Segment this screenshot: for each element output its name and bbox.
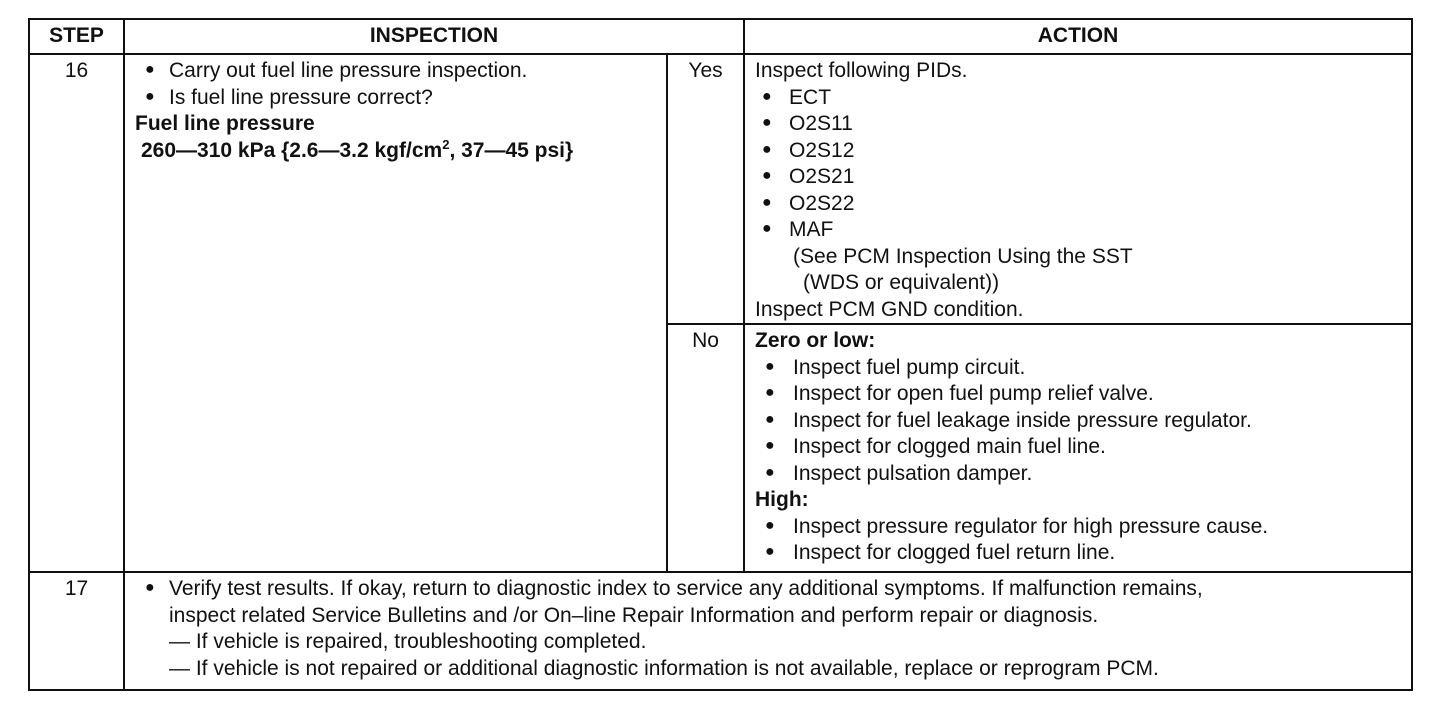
list-item: ● MAF bbox=[752, 217, 1405, 244]
list-item: ● O2S12 bbox=[752, 138, 1405, 165]
step-17-line1: ● Verify test results. If okay, return to diagnostic index to service any additional symptoms. If malfunction remains, bbox=[169, 577, 1203, 600]
list-item: ● Inspect for open fuel pump relief valve. bbox=[755, 381, 1405, 408]
zero-low-list bbox=[755, 355, 1405, 488]
list-item: ● O2S11 bbox=[752, 111, 1405, 138]
list-item bbox=[135, 576, 1405, 629]
step-17-dash2: — If vehicle is not repaired or additional diagnostic information is not available, replace or reprogram PCM. bbox=[169, 656, 1159, 680]
list-item: ● O2S22 bbox=[752, 191, 1405, 218]
step-17-cell bbox=[124, 572, 1412, 690]
zero-low-heading: Zero or low: bbox=[755, 329, 876, 352]
list-item: ● Inspect for clogged main fuel line. bbox=[755, 434, 1405, 461]
step-number: 16 bbox=[29, 54, 124, 572]
list-item: ● Inspect pressure regulator for high pressure cause. bbox=[755, 514, 1405, 541]
list-item: ● Inspect for clogged fuel return line. bbox=[755, 540, 1405, 567]
header-action: ACTION bbox=[744, 19, 1412, 54]
high-list bbox=[755, 514, 1405, 567]
list-item: ● O2S21 bbox=[752, 164, 1405, 191]
pid-note-line1: (See PCM Inspection Using the SST bbox=[793, 244, 1133, 268]
no-action-cell bbox=[744, 324, 1412, 572]
no-label: No bbox=[667, 324, 744, 572]
yes-label: Yes bbox=[667, 54, 744, 324]
list-item: ● Inspect for fuel leakage inside pressure regulator. bbox=[755, 408, 1405, 435]
step-17-bullets bbox=[135, 576, 1405, 629]
yes-closing: Inspect PCM GND condition. bbox=[755, 297, 1024, 321]
header-inspection: INSPECTION bbox=[124, 19, 744, 54]
diagnostic-table bbox=[28, 18, 1413, 691]
list-item: ● Is fuel line pressure correct? bbox=[135, 85, 660, 112]
yes-action-cell bbox=[744, 54, 1412, 324]
yes-intro: Inspect following PIDs. bbox=[755, 59, 968, 82]
step-17-line2: inspect related Service Bulletins and /or On–line Repair Information and perform repair or diagnosis. bbox=[169, 603, 1099, 627]
list-item: ● Inspect pulsation damper. bbox=[755, 461, 1405, 488]
step-17-dash1: — If vehicle is repaired, troubleshooting completed. bbox=[169, 630, 647, 653]
inspection-bullets bbox=[135, 58, 660, 111]
pid-list bbox=[752, 85, 1405, 244]
list-item: ● Carry out fuel line pressure inspection. bbox=[135, 58, 660, 85]
spec-value: 260—310 kPa {2.6—3.2 kgf/$cm^2$, 37—45 psi} bbox=[141, 136, 574, 162]
high-heading: High: bbox=[755, 488, 809, 511]
header-row bbox=[29, 19, 1412, 54]
step-16-yes-row bbox=[29, 54, 1412, 324]
step-number: 17 bbox=[29, 572, 124, 690]
inspection-cell bbox=[124, 54, 667, 572]
header-step: STEP bbox=[29, 19, 124, 54]
list-item: ● ECT bbox=[752, 85, 1405, 112]
list-item: ● Inspect fuel pump circuit. bbox=[755, 355, 1405, 382]
pid-note-line2: (WDS or equivalent)) bbox=[803, 271, 1000, 294]
spec-title: Fuel line pressure bbox=[135, 112, 315, 135]
step-17-row bbox=[29, 572, 1412, 690]
